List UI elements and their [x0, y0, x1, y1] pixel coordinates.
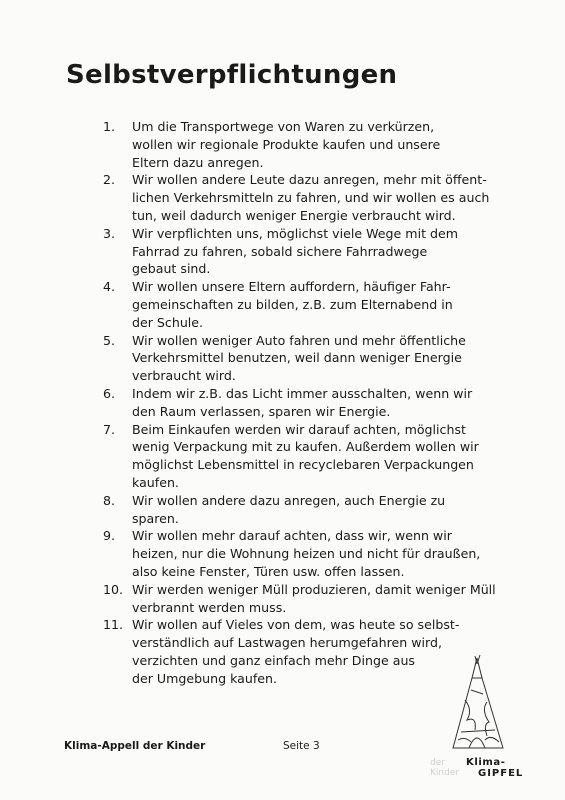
text-line: Verkehrsmittel benutzen, weil dann weniger Energie — [132, 350, 462, 366]
list-item-number: 5. — [103, 332, 116, 348]
text-line: kaufen. — [132, 474, 179, 490]
text-line: den Raum verlassen, sparen wir Energie. — [132, 403, 391, 419]
text-line: Wir wollen weniger Auto fahren und mehr öffentliche — [132, 332, 466, 348]
list-item-number: 6. — [103, 385, 116, 401]
text-line: Indem wir z.B. das Licht immer ausschalten, wenn wir — [132, 385, 473, 401]
text-line: verständlich auf Lastwagen herumgefahren wird, — [132, 635, 443, 651]
text-line: wenig Verpackung mit zu kaufen. Außerdem wollen wir — [132, 439, 479, 455]
list-item-text — [132, 225, 513, 278]
text-line: Wir verpflichten uns, möglichst viele Wege mit dem — [132, 225, 459, 241]
text-line: der Umgebung kaufen. — [132, 670, 278, 686]
text-line: Um die Transportwege von Waren zu verkürzen, — [132, 119, 435, 134]
text-line: verbrannt werden muss. — [132, 599, 287, 615]
list-item-number: 4. — [103, 279, 116, 295]
list-item — [103, 421, 513, 492]
list-item-text — [132, 385, 513, 421]
text-line: Wir wollen unsere Eltern auffordern, häufiger Fahr- — [132, 279, 451, 295]
text-line: möglichst Lebensmittel in recyclebaren Verpackungen — [132, 457, 474, 473]
logo-ghost-text: der Kinder — [430, 758, 460, 778]
text-line: lichen Verkehrsmitteln zu fahren, und wir wollen es auch — [132, 190, 490, 206]
list-item-number: 1. — [103, 119, 116, 134]
text-line: Beim Einkaufen werden wir darauf achten, möglichst — [132, 421, 466, 437]
text-line: der Schule. — [132, 314, 204, 330]
list-item-number: 8. — [103, 492, 116, 508]
text-line: gebaut sind. — [132, 261, 211, 277]
list-item-number: 9. — [103, 528, 116, 544]
text-line: wollen wir regionale Produkte kaufen und unsere — [132, 136, 441, 152]
list-item-text — [132, 492, 513, 528]
list-item — [103, 332, 513, 385]
list-item-number: 7. — [103, 421, 116, 437]
footer-publication-title: Klima-Appell der Kinder — [64, 740, 206, 752]
page-title: Selbstverpflichtungen — [66, 60, 398, 90]
text-line: sparen. — [132, 510, 179, 526]
text-line: heizen, nur die Wohnung heizen und nicht für draußen, — [132, 546, 481, 562]
commitment-list — [103, 118, 513, 688]
list-item — [103, 171, 513, 224]
list-item — [103, 581, 513, 617]
list-item — [103, 492, 513, 528]
text-line: Wir wollen mehr darauf achten, dass wir, wenn wir — [132, 528, 452, 544]
list-item — [103, 278, 513, 331]
list-item — [103, 225, 513, 278]
list-item-text — [132, 171, 513, 224]
text-line: Wir werden weniger Müll produzieren, damit weniger Müll — [132, 581, 496, 597]
list-item — [103, 527, 513, 580]
logo-text-klima: Klima- — [466, 757, 506, 768]
list-item-number: 11. — [103, 617, 124, 633]
list-item-text — [132, 118, 513, 171]
list-item-number: 10. — [103, 581, 124, 597]
text-line: also keine Fenster, Türen usw. offen lassen. — [132, 563, 405, 579]
list-item — [103, 385, 513, 421]
text-line: Wir wollen auf Vieles von dem, was heute so selbst- — [132, 617, 460, 633]
list-item-text — [132, 421, 513, 492]
text-line: gemeinschaften zu bilden, z.B. zum Elternabend in — [132, 296, 453, 312]
logo-text-gipfel: GIPFEL — [478, 768, 524, 779]
text-line: Wir wollen andere Leute dazu anregen, mehr mit öffent- — [132, 172, 487, 188]
list-item-text — [132, 581, 513, 617]
list-item — [103, 118, 513, 171]
list-item-text — [132, 278, 513, 331]
text-line: Fahrrad zu fahren, sobald sichere Fahrradwege — [132, 243, 428, 259]
list-item-text — [132, 527, 513, 580]
text-line: tun, weil dadurch weniger Energie verbraucht wird. — [132, 207, 456, 223]
text-line: verzichten und ganz einfach mehr Dinge aus — [132, 652, 415, 668]
text-line: Eltern dazu anregen. — [132, 154, 264, 170]
footer-page-number: Seite 3 — [283, 740, 320, 752]
list-item-number: 2. — [103, 172, 116, 188]
list-item-text — [132, 332, 513, 385]
text-line: Wir wollen andere dazu anregen, auch Energie zu — [132, 492, 446, 508]
text-line: verbraucht wird. — [132, 368, 236, 384]
list-item-number: 3. — [103, 225, 116, 241]
